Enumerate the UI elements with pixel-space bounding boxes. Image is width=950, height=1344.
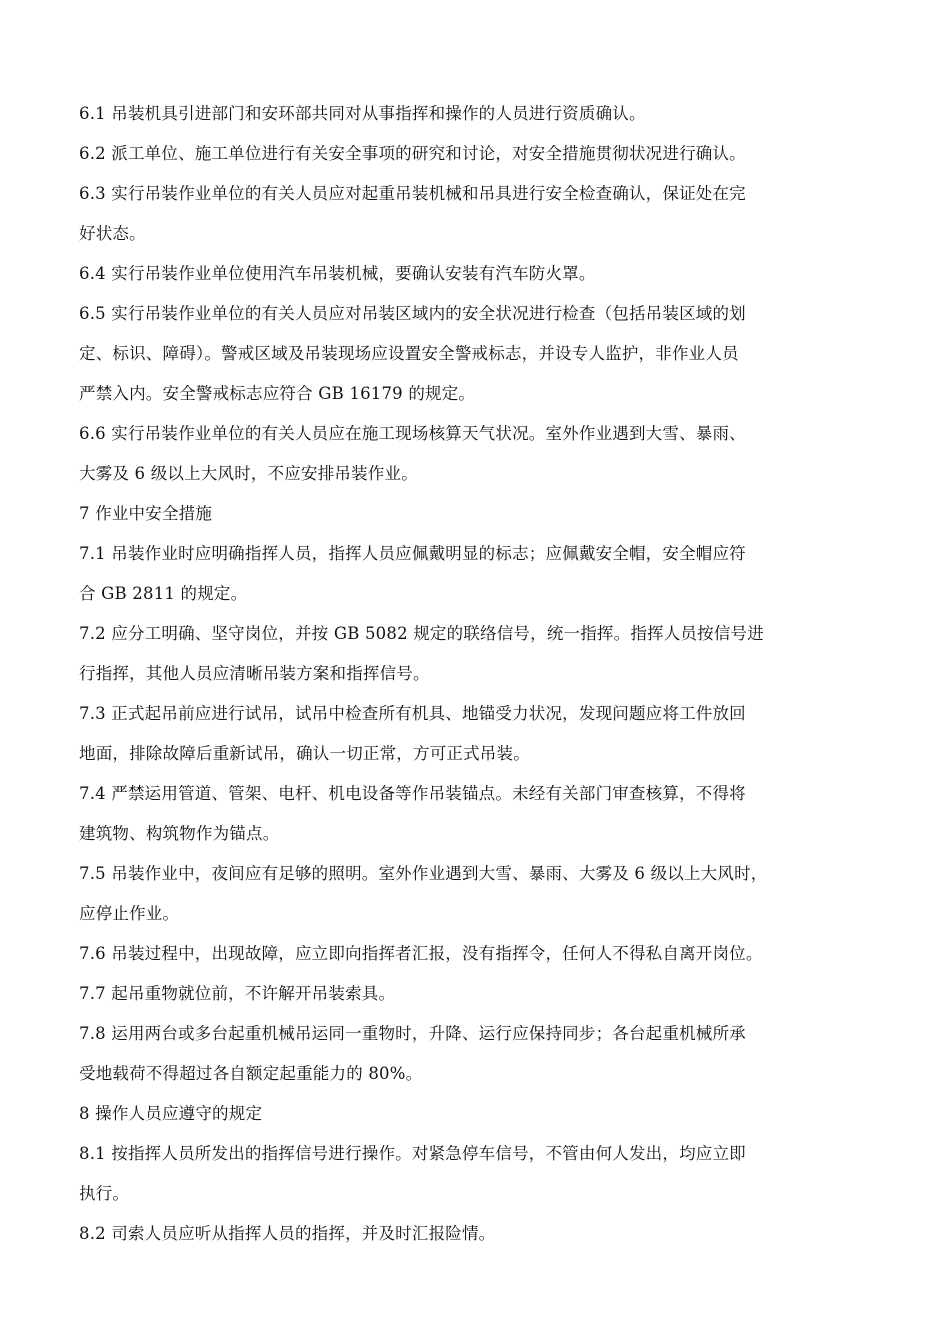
text-line-7-4: 7.4 严禁运用管道、管架、电杆、机电设备等作吊装锚点。未经有关部门审查核算，不得将 (79, 784, 746, 803)
text-line-6-2: 6.2 派工单位、施工单位进行有关安全事项的研究和讨论，对安全措施贯彻状况进行确认。 (79, 144, 746, 163)
text-line-7-5-cont: 应停止作业。 (79, 904, 180, 923)
text-line-6-3: 6.3 实行吊装作业单位的有关人员应对起重吊装机械和吊具进行安全检查确认，保证处在完 (79, 184, 746, 203)
text-line-7-7: 7.7 起吊重物就位前，不许解开吊装索具。 (79, 984, 396, 1003)
text-line-6-6-cont: 大雾及 6 级以上大风时，不应安排吊装作业。 (79, 464, 418, 483)
text-line-6-1: 6.1 吊装机具引进部门和安环部共同对从事指挥和操作的人员进行资质确认。 (79, 104, 646, 123)
text-line-7-8-cont: 受地载荷不得超过各自额定起重能力的 80%。 (79, 1064, 423, 1083)
text-line-8-1-cont: 执行。 (79, 1184, 130, 1203)
text-line-6-3-cont: 好状态。 (79, 224, 146, 243)
section-heading-8: 8 操作人员应遵守的规定 (79, 1104, 263, 1123)
text-line-8-1: 8.1 按指挥人员所发出的指挥信号进行操作。对紧急停车信号，不管由何人发出，均应立即 (79, 1144, 746, 1163)
text-line-7-2: 7.2 应分工明确、坚守岗位，并按 GB 5082 规定的联络信号，统一指挥。指挥人员按信号进 (79, 624, 764, 643)
text-line-6-5-cont-1: 定、标识、障碍）。警戒区域及吊装现场应设置安全警戒标志，并设专人监护，非作业人员 (79, 344, 739, 363)
text-line-7-1-cont: 合 GB 2811 的规定。 (79, 584, 248, 603)
text-line-7-5: 7.5 吊装作业中，夜间应有足够的照明。室外作业遇到大雪、暴雨、大雾及 6 级以上大风时， (79, 864, 768, 883)
section-heading-7: 7 作业中安全措施 (79, 504, 213, 523)
text-line-7-1: 7.1 吊装作业时应明确指挥人员，指挥人员应佩戴明显的标志；应佩戴安全帽，安全帽应符 (79, 544, 746, 563)
text-line-6-6: 6.6 实行吊装作业单位的有关人员应在施工现场核算天气状况。室外作业遇到大雪、暴雨、 (79, 424, 746, 443)
text-line-6-5: 6.5 实行吊装作业单位的有关人员应对吊装区域内的安全状况进行检查（包括吊装区域的划 (79, 304, 746, 323)
document-body (79, 94, 871, 1254)
text-line-7-2-cont: 行指挥，其他人员应清晰吊装方案和指挥信号。 (79, 664, 430, 683)
text-line-6-4: 6.4 实行吊装作业单位使用汽车吊装机械，要确认安装有汽车防火罩。 (79, 264, 596, 283)
text-line-8-2: 8.2 司索人员应听从指挥人员的指挥，并及时汇报险情。 (79, 1224, 496, 1243)
text-line-7-8: 7.8 运用两台或多台起重机械吊运同一重物时，升降、运行应保持同步；各台起重机械所承 (79, 1024, 746, 1043)
text-line-7-4-cont: 建筑物、构筑物作为锚点。 (79, 824, 280, 843)
text-line-7-6: 7.6 吊装过程中，出现故障，应立即向指挥者汇报，没有指挥令，任何人不得私自离开岗位。 (79, 944, 763, 963)
text-line-6-5-cont-2: 严禁入内。安全警戒标志应符合 GB 16179 的规定。 (79, 384, 476, 403)
text-line-7-3-cont: 地面，排除故障后重新试吊，确认一切正常，方可正式吊装。 (79, 744, 530, 763)
text-line-7-3: 7.3 正式起吊前应进行试吊，试吊中检查所有机具、地锚受力状况，发现问题应将工件放回 (79, 704, 746, 723)
